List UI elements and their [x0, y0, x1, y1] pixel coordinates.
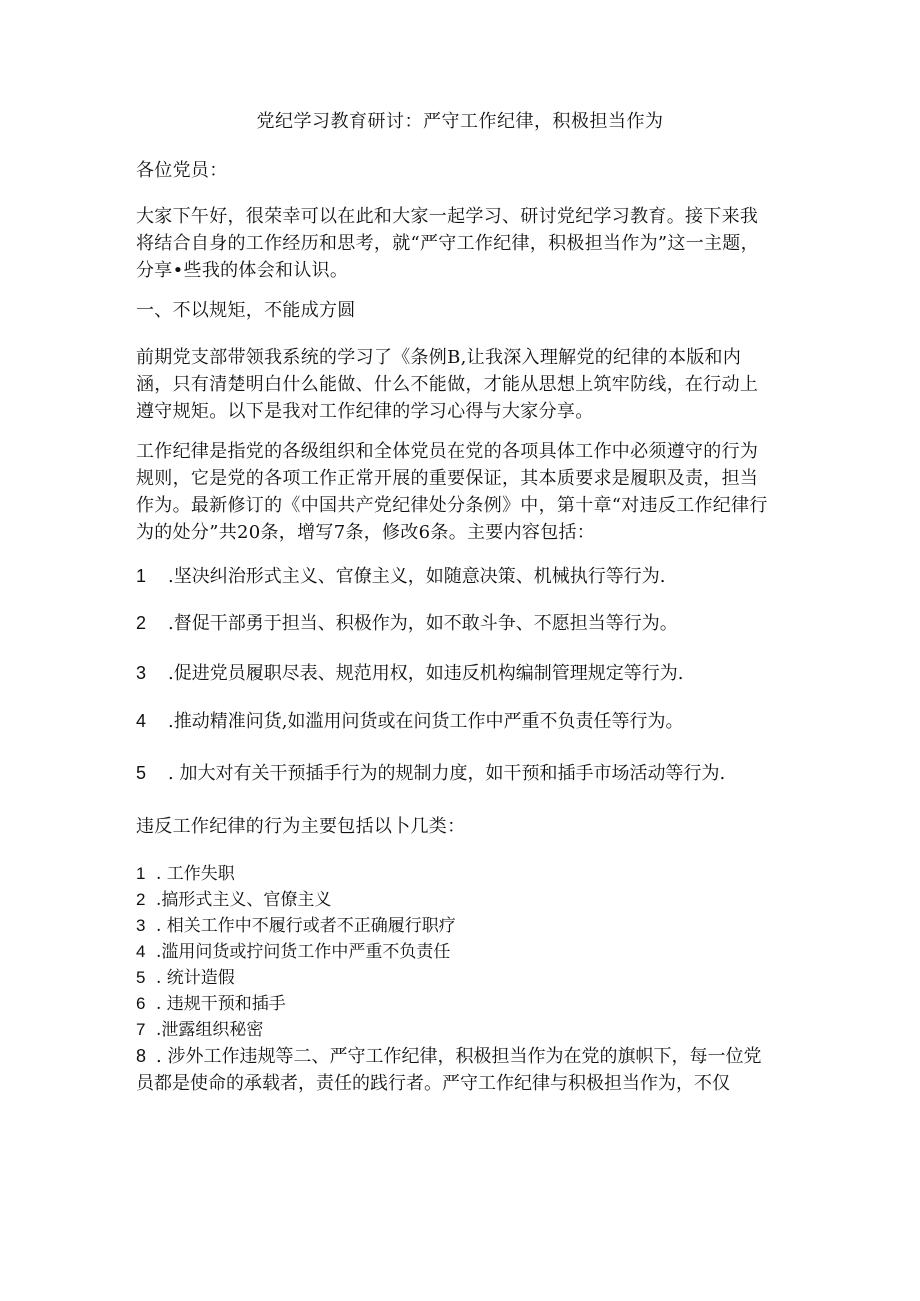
list-item: 2 .督促干部勇于担当、积极作为，如不敢斗争、不愿担当等行为。 [136, 613, 678, 634]
list-item: 1 .坚决纠治形式主义、官僚主义，如随意决策、机械执行等行为. [136, 566, 666, 587]
list-item: 5 . 加大对有关干预插手行为的规制力度，如干预和插手市场活动等行为. [136, 763, 726, 784]
discipline-paragraph: 工作纪律是指党的各级组织和全体党员在党的各项具体工作中必须遵守的行为规则，它是党的各项工作正常开展的重要保证，其本质要求是履职及责，担当作为。最新修订的《中国共产党纪律处分条例》中，第十章“对违反工作纪律行为的处分”共20条，增写7条，修改6条。主要内容包括： [136, 441, 768, 543]
list-item: 7 .泄露组织秘密 [136, 1020, 264, 1040]
list-item: 2 .搞形式主义、官僚主义 [136, 890, 332, 910]
list-item: 1 . 工作失职 [136, 864, 235, 884]
violations-list [136, 861, 776, 1097]
violations-paragraph: 违反工作纪律的行为主要包括以卜几类： [136, 816, 466, 837]
list-item: 4 .推动精准问货,如滥用问货或在问货工作中严重不负责任等行为。 [136, 711, 684, 732]
list-item: 3 . 相关工作中不履行或者不正确履行职疗 [136, 916, 456, 936]
study-paragraph: 前期党支部带领我系统的学习了《条例B,让我深入理解党的纪律的本版和内涵，只有清楚明白什么能做、什么不能做，才能从思想上筑牢防线，在行动上遵守规矩。以下是我对工作纪律的学习心得与大家分享。 [136, 347, 759, 422]
salutation: 各位党员： [136, 160, 228, 181]
section-heading-1: 一、不以规矩，不能成方圆 [136, 300, 356, 321]
list-item: 3 .促进党员履职尽表、规范用权，如违反机构编制管理规定等行为. [136, 663, 684, 684]
list-item: 5 . 统计造假 [136, 968, 235, 988]
list-item: 6 . 违规干预和插手 [136, 994, 286, 1014]
intro-paragraph: 大家下午好，很荣幸可以在此和大家一起学习、研讨党纪学习教育。接下来我将结合自身的工作经历和思考，就“严守工作纪律，积极担当作为”这一主题，分享•些我的体会和认识。 [136, 206, 759, 281]
list-item: 4 .滥用问货或拧问货工作中严重不负责任 [136, 942, 451, 962]
document-title: 党纪学习教育研讨：严守工作纪律，积极担当作为 [256, 111, 664, 132]
list-item: 8 . 涉外工作违规等二、严守工作纪律，积极担当作为在党的旗帜下，每一位党员都是使命的承载者，责任的践行者。严守工作纪律与积极担当作为，不仅 [136, 1046, 762, 1094]
